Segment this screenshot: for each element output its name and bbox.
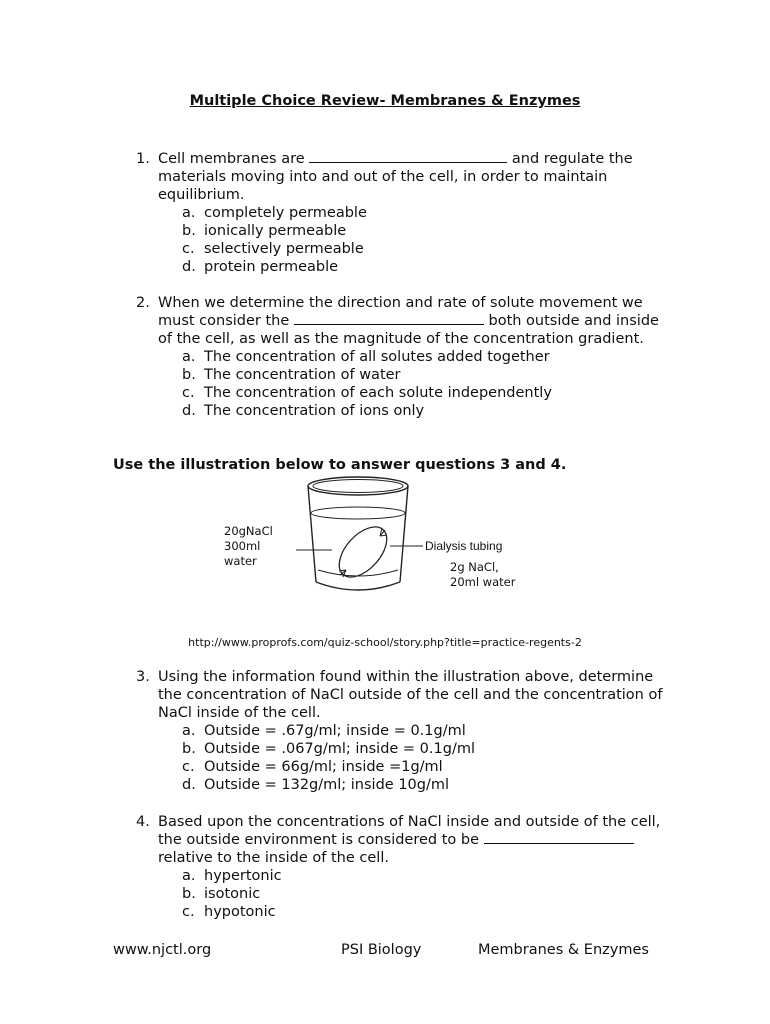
beaker-rim-inner (313, 480, 403, 493)
footer-unit: Membranes & Enzymes (478, 942, 649, 958)
option-a (182, 722, 676, 740)
question-stem (158, 294, 676, 348)
options-list (182, 722, 676, 794)
question-stem: Using the information found within the illustration above, determine the concentration of NaCl outside of the cell and the concentration of NaCl inside of the cell. (158, 669, 663, 721)
options-list (182, 348, 676, 420)
question-4 (136, 813, 676, 921)
source-url: http://www.proprofs.com/quiz-school/story.php?title=practice-regents-2 (188, 636, 582, 649)
option-letter: b. (182, 223, 196, 239)
options-list (182, 867, 676, 921)
question-number: 2. (136, 295, 150, 311)
question-1 (136, 150, 676, 276)
option-d (182, 776, 676, 794)
stem-text-before: When we determine the direction and rate of solute movement we must consider the (158, 295, 643, 329)
answer-blank (309, 150, 507, 163)
page-title: Multiple Choice Review- Membranes & Enzymes (189, 93, 581, 109)
beaker-wall-right (400, 486, 408, 582)
option-c (182, 384, 676, 402)
stem-text-before: Cell membranes are (158, 151, 305, 167)
stem-text-after: relative to the inside of the cell. (158, 850, 389, 866)
question-number: 3. (136, 669, 150, 685)
option-letter: d. (182, 403, 196, 419)
option-letter: b. (182, 886, 196, 902)
option-text: Outside = 132g/ml; inside 10g/ml (204, 777, 450, 793)
option-a (182, 867, 676, 885)
option-text: selectively permeable (204, 241, 364, 257)
option-letter: a. (182, 349, 196, 365)
option-letter: b. (182, 367, 196, 383)
question-3 (136, 668, 676, 794)
option-letter: a. (182, 205, 196, 221)
bag-tie-top (380, 528, 387, 536)
option-d (182, 402, 676, 420)
option-text: The concentration of all solutes added together (204, 349, 550, 365)
illustration-instruction: Use the illustration below to answer questions 3 and 4. (113, 457, 567, 473)
inside-label-line: 2g NaCl, (450, 560, 499, 574)
option-text: isotonic (204, 886, 261, 902)
outside-label-line: water (224, 554, 257, 568)
option-text: ionically permeable (204, 223, 347, 239)
inside-solution-label (450, 560, 515, 590)
question-number: 1. (136, 151, 150, 167)
outside-label-line: 300ml (224, 539, 261, 553)
dialysis-tubing-label: Dialysis tubing (425, 539, 503, 553)
option-b (182, 740, 676, 758)
option-letter: c. (182, 241, 195, 257)
stem-text-after: and regulate the materials moving into and out of the cell, in order to maintain equilibrium. (158, 151, 633, 203)
option-text: hypertonic (204, 868, 282, 884)
footer-course: PSI Biology (341, 942, 422, 958)
stem-text-after: both outside and inside of the cell, as well as the magnitude of the concentration gradient. (158, 313, 659, 347)
option-letter: a. (182, 723, 196, 739)
stem-text-before: Based upon the concentrations of NaCl inside and outside of the cell, the outside environment is considered to be (158, 814, 661, 848)
option-letter: c. (182, 385, 195, 401)
option-letter: b. (182, 741, 196, 757)
answer-blank (484, 831, 634, 844)
option-b (182, 222, 676, 240)
question-number: 4. (136, 814, 150, 830)
option-text: Outside = .67g/ml; inside = 0.1g/ml (204, 723, 466, 739)
option-text: Outside = 66g/ml; inside =1g/ml (204, 759, 443, 775)
option-letter: d. (182, 777, 196, 793)
option-text: The concentration of each solute independently (204, 385, 552, 401)
option-c (182, 903, 676, 921)
inside-label-line: 20ml water (450, 575, 516, 589)
water-surface (311, 507, 405, 519)
answer-blank (294, 312, 484, 325)
question-stem (158, 150, 676, 204)
option-letter: c. (182, 759, 195, 775)
option-text: The concentration of water (204, 367, 401, 383)
option-text: Outside = .067g/ml; inside = 0.1g/ml (204, 741, 475, 757)
option-text: protein permeable (204, 259, 339, 275)
option-a (182, 348, 676, 366)
option-b (182, 885, 676, 903)
option-b (182, 366, 676, 384)
options-list (182, 204, 676, 276)
option-text: completely permeable (204, 205, 367, 221)
option-letter: c. (182, 904, 195, 920)
question-2 (136, 294, 676, 420)
option-c (182, 758, 676, 776)
beaker-wall-left (308, 486, 316, 582)
beaker-illustration (220, 474, 540, 624)
option-letter: d. (182, 259, 196, 275)
outside-solution-label (224, 524, 273, 569)
option-letter: a. (182, 868, 196, 884)
beaker-bottom (316, 582, 400, 590)
option-text: hypotonic (204, 904, 276, 920)
outside-label-line: 20gNaCl (224, 524, 273, 538)
option-d (182, 258, 676, 276)
option-a (182, 204, 676, 222)
footer-website: www.njctl.org (113, 942, 212, 958)
question-stem (158, 813, 676, 867)
option-text: The concentration of ions only (204, 403, 425, 419)
option-c (182, 240, 676, 258)
